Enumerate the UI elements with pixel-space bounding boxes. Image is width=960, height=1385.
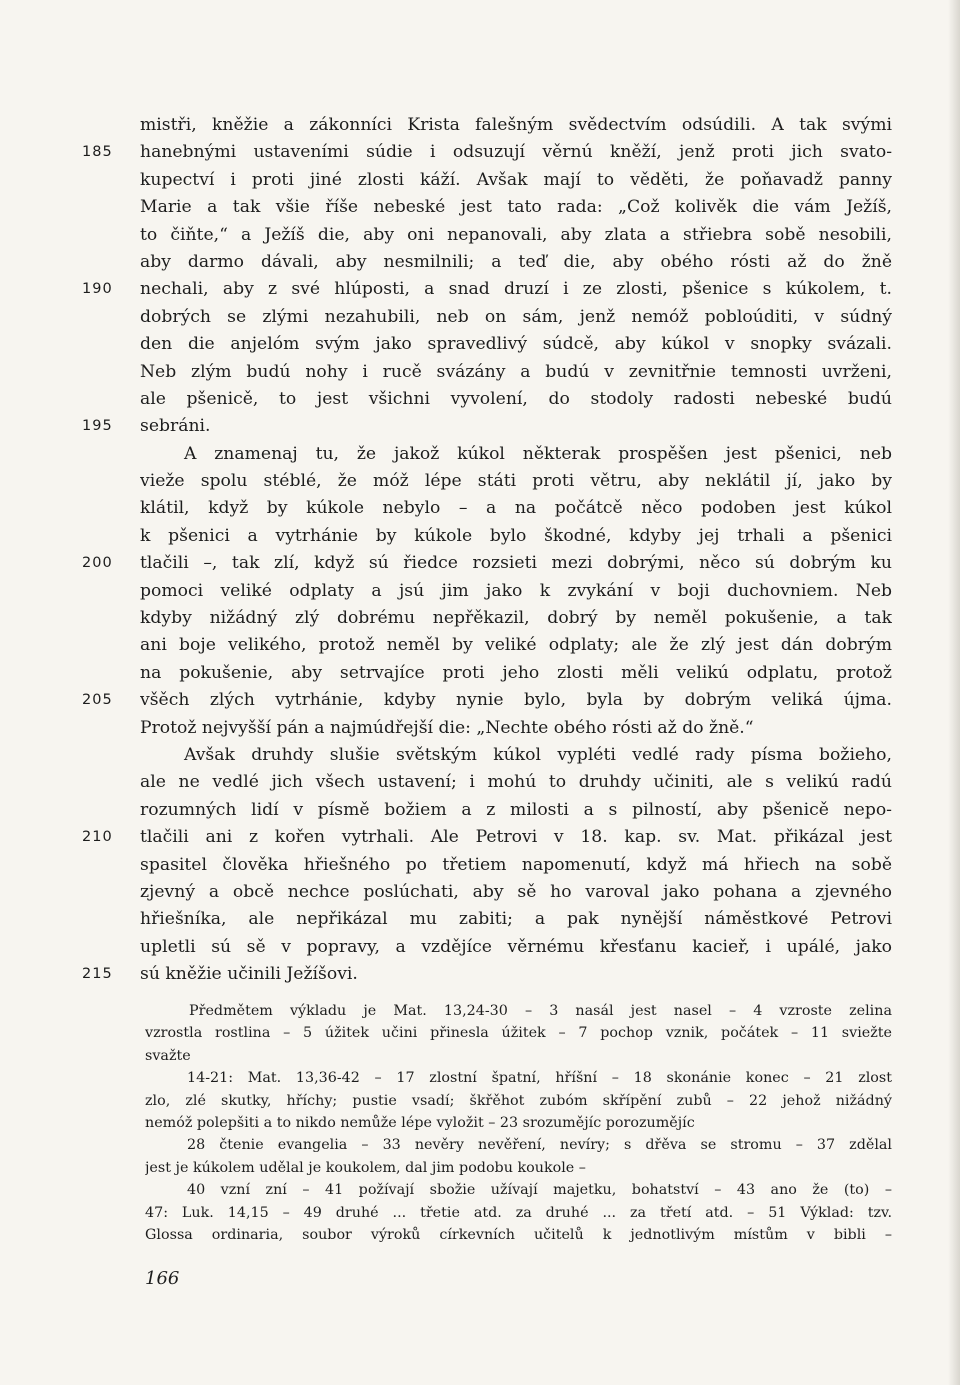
line-text: tlačili ani z kořen vytrhali. Ale Petrovi v 18. kap. sv. Mat. přikázal jest (140, 827, 892, 848)
line-text: nechali, aby z své hlúposti, a snad druzí i ze zlosti, pšenice s kúkolem, t. (140, 279, 892, 300)
line-text: Neb zlým budú nohy i rucě svázány a budú v zevnitřnie temnosti uvrženi, (140, 361, 892, 382)
text-line (0, 879, 960, 906)
line-text: den die anjelóm svým jako spravedlivý súdcě, aby kúkol v snopky svázali. (140, 334, 892, 355)
text-line (0, 660, 960, 687)
text-line (0, 797, 960, 824)
text-line (0, 249, 960, 276)
line-text: vieže spolu stéblé, že móž lépe státi proti větru, aby neklátil jí, jako by (140, 471, 892, 492)
line-text: zjevný a obcě nechce poslúchati, aby sě ho varoval jako pohana a zjevného (140, 881, 892, 902)
text-line (0, 605, 960, 632)
line-text: sú kněžie učinili Ježíšovi. (140, 964, 358, 985)
line-text: hanebnými ustaveními súdie i odsuzují věrnú kněží, jenž proti jich svato- (140, 142, 892, 163)
text-line (0, 769, 960, 796)
footnote-line: vzrostla rostlina – 5 úžitek učini přinesla úžitek – 7 pochop vznik, počátek – 11 sviežte (145, 1025, 892, 1042)
line-text: to čiňte,“ a Ježíš die, aby oni nepanovali, aby zlata a střiebra sobě nesobili, (140, 224, 892, 245)
line-text: tlačili –, tak zlí, když sú řiedce rozsieti mezi dobrými, něco sú dobrým ku (140, 553, 892, 574)
text-line (0, 687, 960, 714)
page-number: 166 (145, 1268, 180, 1289)
text-line (0, 578, 960, 605)
line-text: k pšenici a vytrhánie by kúkole bylo škodné, kdyby jej trhali a pšenici (140, 525, 892, 546)
text-line (0, 112, 960, 139)
text-line (0, 961, 960, 988)
text-line (0, 934, 960, 961)
line-text: ale ne vedlé jich všech ustavení; i mohú to druhdy učiniti, ale s velikú radú (140, 772, 892, 793)
text-line (0, 276, 960, 303)
footnote-line: 14-21: Mat. 13,36-42 – 17 zlostní špatní, hříšní – 18 skonánie konec – 21 zlost (187, 1070, 892, 1087)
text-line (0, 906, 960, 933)
footnote-line: 40 vzní zní – 41 požívají sbožie užívají majetku, bohatství – 43 ano že (to) – (187, 1182, 892, 1199)
footnote-line: Předmětem výkladu je Mat. 13,24-30 – 3 nasál jest nasel – 4 vzroste zelina (189, 1003, 892, 1019)
footnote-line: 28 čtenie evangelia – 33 nevěry nevěření, nevíry; s dřěva se stromu – 37 zdělal (187, 1137, 892, 1154)
line-text: hřiešníka, ale nepřikázal mu zabiti; a pak nynější náměstkové Petrovi (140, 909, 892, 930)
line-text: aby darmo dávali, aby nesmilnili; a teď die, aby obého rósti až do žně (140, 251, 892, 272)
line-text: Marie a tak všie říše nebeské jest tato rada: „Což kolivěk die vám Ježíš, (140, 197, 892, 218)
footnote-line: svažte (145, 1047, 191, 1064)
line-text: Avšak druhdy slušie světským kúkol vypléti vedlé rady písma božieho, (184, 744, 892, 765)
footnote-line: nemóž polepšiti a to nikdo nemůže lépe vyložit – 23 srozumějíc porozumějíc (145, 1114, 695, 1131)
footnote-line: jest je kúkolem udělal je koukolem, dal jim podobu koukole – (145, 1159, 586, 1176)
text-line (0, 852, 960, 879)
text-line (0, 359, 960, 386)
text-line (0, 632, 960, 659)
text-line (0, 441, 960, 468)
line-text: Protož nejvyšší pán a najmúdřejší die: „Nechte obého rósti až do žně.“ (140, 717, 754, 738)
line-text: všěch zlých vytrhánie, kdyby nynie bylo, byla by dobrým veliká újma. (140, 690, 892, 711)
line-text: na pokušenie, aby setrvajíce proti jeho zlosti měli velikú odplatu, protož (140, 662, 892, 683)
text-line (0, 413, 960, 440)
line-text: upletli sú sě v popravy, a vzdějíce věrnému křesťanu kacieř, i upálé, jako (140, 936, 892, 957)
footnote-line: zlo, zlé skutky, hříchy; pustie vsadí; škřěhot zubóm skřípění zubů – 22 jehož nižádný (145, 1092, 892, 1109)
line-number: 200 (82, 555, 113, 572)
text-line (0, 139, 960, 166)
line-number: 185 (82, 144, 113, 161)
line-number: 210 (82, 829, 113, 846)
text-line (0, 550, 960, 577)
line-text: kupectví i proti jiné zlosti káží. Avšak mají to věděti, že poňavadž panny (140, 169, 892, 190)
text-line (0, 194, 960, 221)
line-text: kdyby nižádný zlý dobrému nepřěkazil, dobrý by neměl pokušenie, a tak (140, 608, 892, 629)
footnotes (145, 1000, 892, 1246)
text-line (0, 386, 960, 413)
text-line (0, 742, 960, 769)
line-text: rozumných lidí v písmě božiem a z milosti a s pilností, aby pšenicě nepo- (140, 799, 892, 820)
text-line (0, 824, 960, 851)
text-line (0, 468, 960, 495)
line-number: 190 (82, 281, 113, 298)
line-text: A znamenaj tu, že jakož kúkol některak prospěšen jest pšenici, neb (184, 443, 892, 464)
text-line (0, 523, 960, 550)
line-text: ale pšenicě, to jest všichni vyvolení, do stodoly radosti nebeské budú (140, 388, 892, 409)
footnote-line: Glossa ordinaria, soubor výroků církevních učitelů k jednotlivým místům v bibli – (145, 1226, 892, 1243)
main-text (0, 112, 960, 989)
text-line (0, 495, 960, 522)
text-line (0, 715, 960, 742)
line-text: spasitel člověka hřiešného po třetiem napomenutí, když má hřiech na sobě (140, 854, 892, 875)
line-text: mistři, kněžie a zákonníci Krista falešným svědectvím odsúdili. A tak svými (140, 115, 892, 135)
line-text: pomoci veliké odplaty a jsú jim jako k zvykání v boji duchovniem. Neb (140, 580, 892, 601)
text-line (0, 304, 960, 331)
line-number: 205 (82, 692, 113, 709)
line-text: dobrých se zlými nezahubili, neb on sám, jenž nemóž pobloúditi, v súdný (140, 306, 892, 327)
line-number: 215 (82, 966, 113, 983)
line-text: klátil, když by kúkole nebylo – a na počátcě něco podoben jest kúkol (140, 498, 892, 519)
line-text: sebráni. (140, 416, 211, 437)
text-line (0, 167, 960, 194)
line-number: 195 (82, 418, 113, 435)
footnote-line: 47: Luk. 14,15 – 49 druhé ... třetie atd. za druhé ... za třetí atd. – 51 Výklad: tzv. (145, 1204, 892, 1221)
line-text: ani boje velikého, protož neměl by veliké odplaty; ale že zlý jest dán dobrým (140, 635, 892, 656)
text-line (0, 222, 960, 249)
text-line (0, 331, 960, 358)
